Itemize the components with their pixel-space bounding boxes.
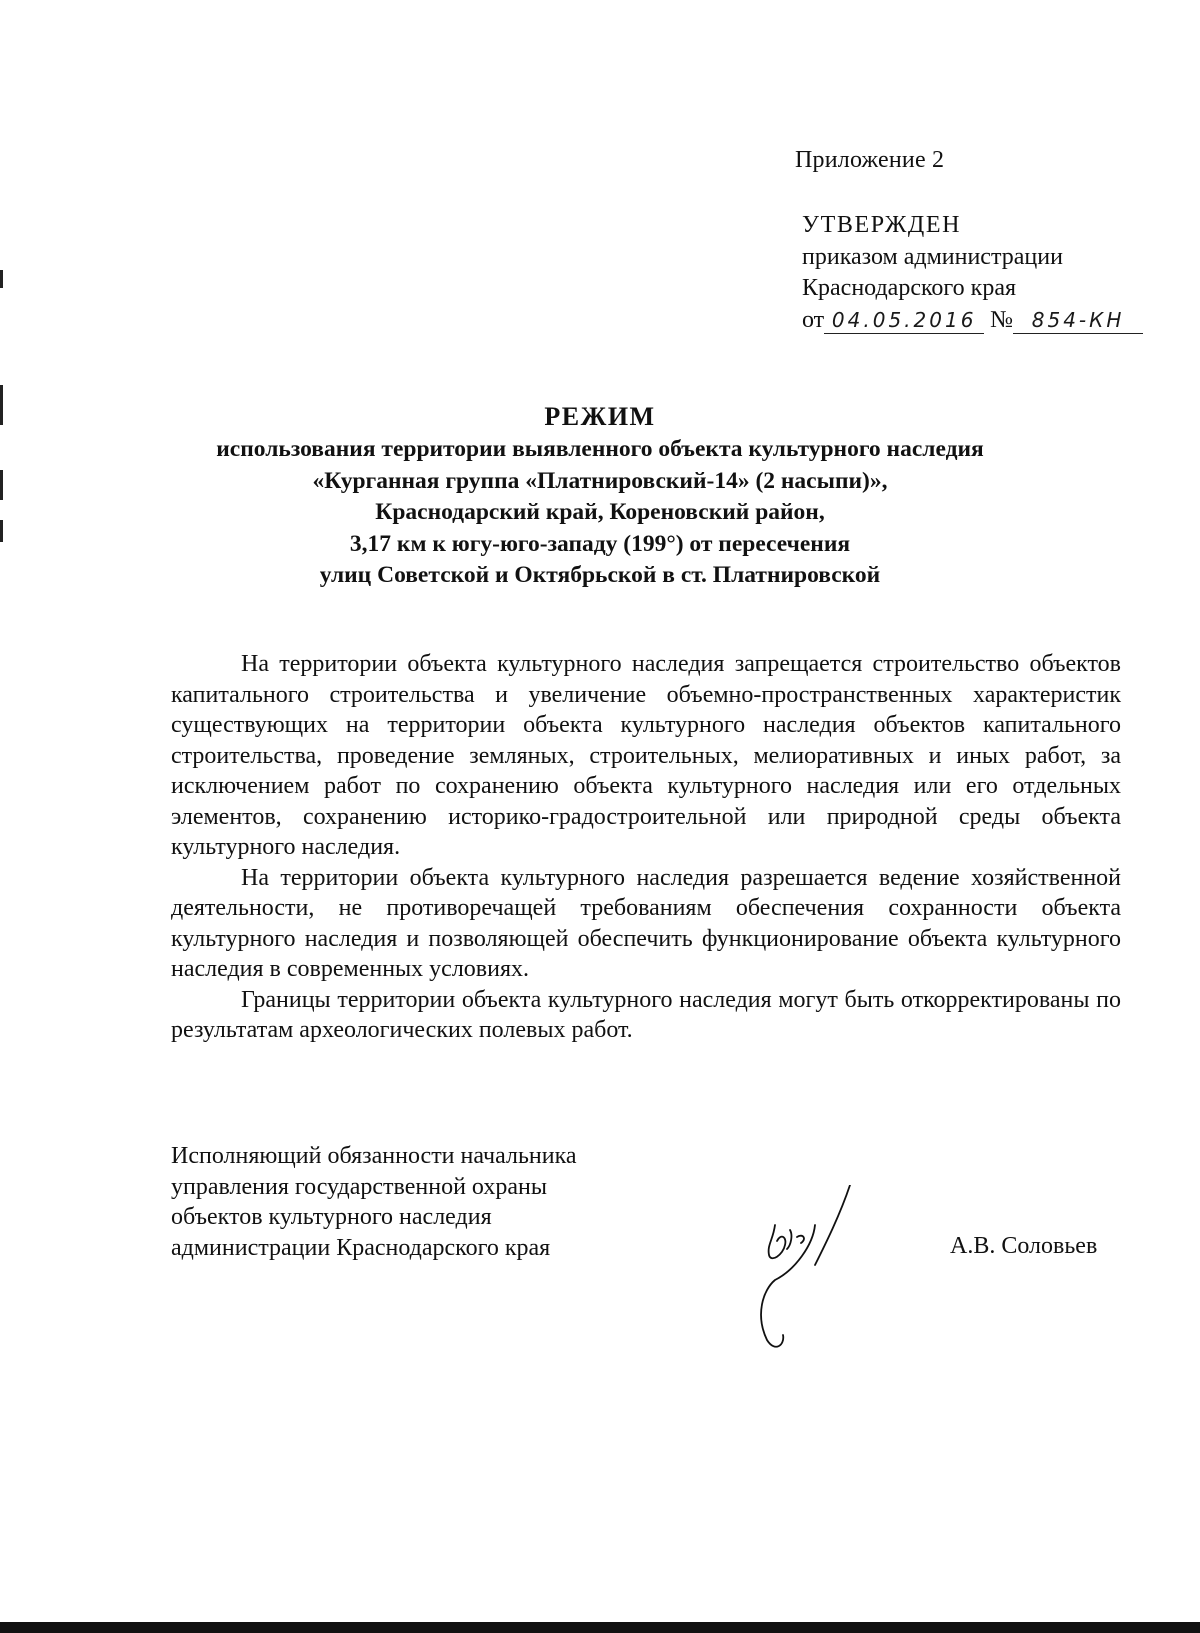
handwritten-date: 04.05.2016: [824, 307, 984, 334]
position-line: объектов культурного наследия: [171, 1204, 492, 1230]
title-heading: РЕЖИМ: [544, 402, 656, 431]
approval-line-2: Краснодарского края: [802, 275, 1017, 301]
document-title: [120, 400, 1080, 592]
date-prefix: от: [802, 306, 825, 333]
scan-bottom-edge: [0, 1622, 1200, 1633]
approval-line-1: приказом администрации: [802, 243, 1063, 270]
document-body: [171, 649, 1121, 1046]
title-line: Краснодарский край, Кореновский район,: [375, 499, 825, 525]
body-paragraph: На территории объекта культурного наследия запрещается строительство объектов капитального строительства и увеличение объемно-пространственных характеристик существующих на территории объекта культурного наследия объектов капитального строительства, проведение земляных, строительных, мелиоративных и иных работ, за исключением работ по сохранению объекта культурного наследия или его отдельных элементов, сохранению историко-градостроительной или природной среды объекта культурного наследия.: [171, 651, 1121, 860]
position-line: администрации Краснодарского края: [171, 1234, 551, 1261]
handwritten-signature-icon: [755, 1185, 895, 1355]
body-paragraph: На территории объекта культурного наследия разрешается ведение хозяйственной деятельности, не противоречащей требованиям обеспечения сохранности объекта культурного наследия и позволяющей обеспечить функционирование объекта культурного наследия в современных условиях.: [171, 864, 1121, 982]
title-line: «Курганная группа «Платнировский-14» (2 насыпи)»,: [312, 467, 888, 494]
signer-position: [171, 1141, 577, 1263]
title-line: 3,17 км к югу-юго-западу (199°) от пересечения: [349, 530, 851, 557]
body-paragraph: Границы территории объекта культурного наследия могут быть откорректированы по результатам археологических полевых работ.: [171, 986, 1121, 1043]
scan-artifact: [0, 270, 3, 288]
approved-label: УТВЕРЖДЕН: [802, 212, 962, 238]
scan-artifact: [0, 470, 3, 500]
scan-artifact: [0, 385, 3, 425]
title-line: улиц Советской и Октябрьской в ст. Платнировской: [319, 562, 881, 588]
signer-name: А.В. Соловьев: [950, 1233, 1098, 1259]
position-line: Исполняющий обязанности начальника: [171, 1143, 577, 1169]
approval-date-line: [802, 305, 1143, 337]
number-prefix: №: [990, 306, 1014, 333]
title-line: использования территории выявленного объекта культурного наследия: [216, 436, 984, 462]
approval-stamp-block: [802, 210, 1143, 336]
scan-artifact: [0, 520, 3, 542]
position-line: управления государственной охраны: [171, 1173, 547, 1200]
appendix-label: Приложение 2: [795, 147, 945, 173]
handwritten-number: 854-КН: [1013, 307, 1143, 334]
